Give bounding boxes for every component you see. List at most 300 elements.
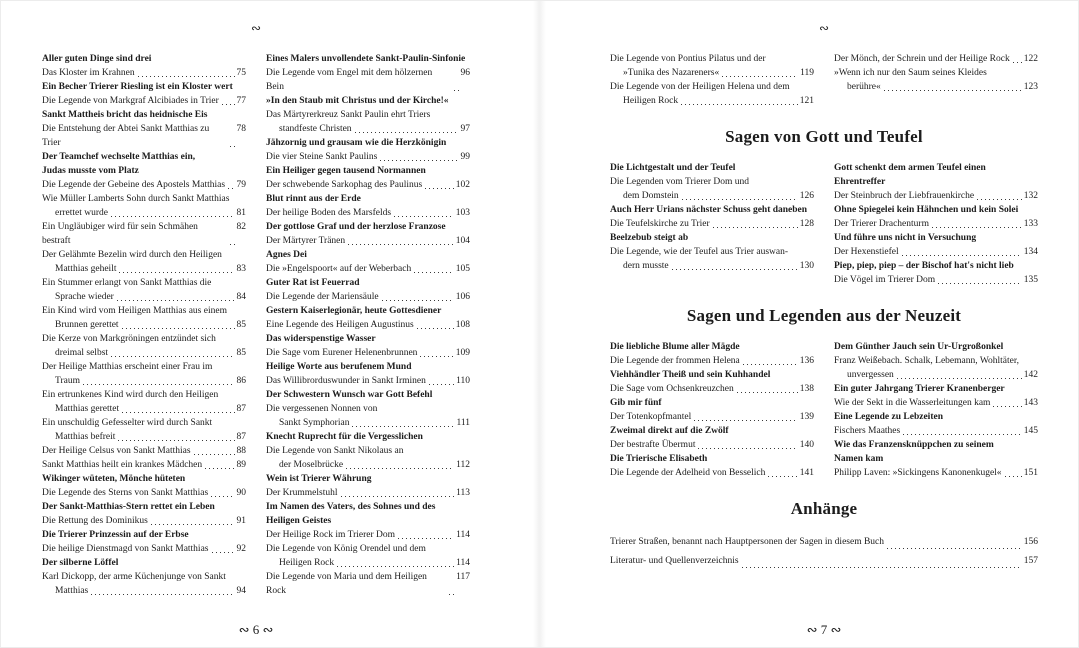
page-ref: 128 [799,219,814,229]
page-ref: 102 [455,180,470,190]
toc-line [42,206,246,220]
toc-text: dem Domstein [623,191,679,201]
toc-heading [610,452,814,466]
page-ref: 117 [456,572,470,582]
toc-line [610,340,814,354]
toc-entry [42,178,246,192]
page-ref: 130 [799,261,814,271]
toc-text: Ein Heiliger gegen tausend Normannen [266,166,426,176]
toc-content-right [610,52,1038,571]
toc-entry [266,542,470,570]
toc-line [42,122,246,150]
toc-line [42,360,246,374]
toc-text: Der Schwestern Wunsch war Gott Befehl [266,390,433,400]
toc-text: Der schwebende Sarkophag des Paulinus [266,180,423,190]
toc-line [610,189,814,203]
toc-heading [266,164,470,178]
page-ref: 94 [236,586,246,596]
toc-text: Die Rettung des Dominikus [42,516,148,526]
toc-entry [834,396,1038,410]
toc-text: Ohne Spiegelei kein Hähnchen und kein Solei [834,205,1019,215]
toc-text: Die Legende der Mariensäule [266,292,379,302]
toc-line [834,245,1038,259]
toc-text: Fischers Maathes [834,426,901,436]
toc-line [266,94,470,108]
toc-text: Die Entstehung der Abtei Sankt Matthias zu Trier [42,124,210,148]
toc-line [266,346,470,360]
toc-line [42,248,246,262]
page-ref: 104 [455,236,470,246]
page-ref: 143 [1023,398,1038,408]
toc-text: Die Legende von König Orendel und dem [266,544,426,554]
toc-heading [42,528,246,542]
toc-text: Ein Stummer erlangt von Sankt Matthias die [42,278,212,288]
toc-line [834,259,1038,273]
dot-leader [138,76,235,77]
dot-leader [743,364,798,365]
toc-text: »Tunika des Nazareners« [623,68,720,78]
toc-entry [42,304,246,332]
dot-leader [425,188,454,189]
toc-text: Heiligen Rock [623,96,679,106]
toc-line [610,396,814,410]
dot-leader [932,227,1022,228]
toc-line [42,332,246,346]
toc-text: Ein Ungläubiger wird für sein Schmähen bestraft [42,222,198,246]
toc-text: der Moselbrücke [279,460,344,470]
toc-entry [834,245,1038,259]
page-ref: 81 [236,208,246,218]
toc-columns [610,52,1038,108]
toc-text: Franz Weißebach. Schalk, Lebemann, Wohltäter, [834,356,1020,366]
toc-text: unvergessen [847,370,894,380]
toc-heading [266,472,470,486]
toc-entry [42,542,246,556]
toc-line [42,570,246,584]
toc-text: Trierer Straßen, benannt nach Hauptpersonen der Sagen in diesem Buch [610,537,885,547]
toc-column-left [610,340,814,480]
toc-line [610,259,814,273]
toc-line [42,584,246,598]
toc-line [266,472,470,486]
toc-text: Die Trierer Prinzessin auf der Erbse [42,530,189,540]
toc-heading [266,220,470,234]
toc-line [266,374,470,388]
toc-line [610,94,814,108]
toc-entry [266,402,470,430]
toc-entry [834,66,1038,94]
toc-line [266,220,470,234]
page-ref: 106 [455,292,470,302]
toc-line [266,542,470,556]
toc-line [42,276,246,290]
page-ref: 141 [799,468,814,478]
toc-entry [266,486,470,500]
toc-text: berühre« [847,82,881,92]
dot-leader [211,496,234,497]
toc-text: Die Legende vom Engel mit dem hölzernen Bein [266,68,433,92]
toc-line [834,273,1038,287]
toc-line [42,430,246,444]
dot-leader [205,468,234,469]
toc-line [42,192,246,206]
toc-text: Die Teufelskirche zu Trier [610,219,710,229]
toc-line [42,556,246,570]
toc-text: Heiligen Rock [279,558,335,568]
dot-leader [698,448,797,449]
page-ref: 132 [1023,191,1038,201]
toc-line [610,203,814,217]
toc-heading [42,52,246,66]
toc-heading [610,368,814,382]
toc-text: Die Legende der frommen Helena [610,356,740,366]
toc-text: Traum [55,376,80,386]
toc-entry [610,552,1038,571]
toc-entry [266,528,470,542]
page-ref: 90 [236,488,246,498]
toc-entry [610,52,814,80]
page-ref: 111 [456,418,470,428]
page-ref: 142 [1023,370,1038,380]
page-ref: 89 [236,460,246,470]
page-ref: 151 [1023,468,1038,478]
toc-text: Der silberne Löffel [42,558,119,568]
dot-leader [122,412,234,413]
toc-heading [266,360,470,374]
toc-text: Sankt Matthias heilt ein krankes Mädchen [42,460,203,470]
toc-line [42,290,246,304]
dot-leader [117,300,235,301]
dot-leader [429,384,454,385]
toc-line [266,262,470,276]
toc-text: Matthias befreit [55,432,116,442]
toc-text: Das Märtyrerkreuz Sankt Paulin ehrt Triers [266,110,431,120]
toc-text: Wie Müller Lamberts Sohn durch Sankt Matthias [42,194,230,204]
toc-line [610,382,814,396]
page-ref: 84 [236,292,246,302]
toc-line [266,500,470,514]
toc-text: Zweimal direkt auf die Zwölf [610,426,729,436]
toc-line [610,354,814,368]
toc-heading [266,388,470,402]
toc-line [42,472,246,486]
toc-line [610,231,814,245]
toc-text: Der gottlose Graf und der herzlose Franzose [266,222,446,232]
page-ref: 156 [1023,537,1038,547]
page-ref: 82 [236,222,246,232]
dot-leader [341,496,455,497]
toc-columns [42,52,470,598]
toc-line [42,458,246,472]
toc-text: Der Märtyrer Tränen [266,236,346,246]
dot-leader [414,272,454,273]
dot-leader [1005,476,1022,477]
toc-line [834,382,1038,396]
toc-line [266,570,470,598]
toc-text: Eines Malers unvollendete Sankt-Paulin-Sinfonie [266,54,466,64]
toc-entry [42,416,246,444]
dot-leader [151,524,235,525]
page-ref: 109 [455,348,470,358]
page-ref: 92 [236,544,246,554]
toc-text: Namen kam [834,454,884,464]
toc-text: Der Teamchef wechselte Matthias ein, [42,152,196,162]
toc-entry [834,189,1038,203]
page-ref: 114 [456,530,470,540]
toc-line [266,122,470,136]
toc-entry [42,276,246,304]
toc-line [266,150,470,164]
toc-heading [266,500,470,528]
toc-line [610,161,814,175]
page-ref: 86 [236,376,246,386]
toc-line [610,368,814,382]
page-ref: 157 [1023,556,1038,566]
dot-leader [394,216,454,217]
toc-heading [834,203,1038,217]
toc-text: Ein Kind wird vom Heiligen Matthias aus einem [42,306,227,316]
section-heading: Sagen von Gott und Teufel [725,127,923,146]
toc-line [266,164,470,178]
dot-leader [938,283,1022,284]
page-ref: 136 [799,356,814,366]
page-ref: 88 [236,446,246,456]
toc-line [610,438,814,452]
toc-entry [266,234,470,248]
toc-text: Das Kloster im Krahnen [42,68,135,78]
toc-line [42,514,246,528]
toc-text: Karl Dickopp, der arme Küchenjunge von Sankt [42,572,226,582]
toc-text: Gib mir fünf [610,398,662,408]
toc-column-right [834,52,1038,108]
page-ref: 133 [1023,219,1038,229]
toc-text: »In den Staub mit Christus und der Kirche!« [266,96,449,106]
toc-text: Ein unschuldig Gefesselter wird durch Sankt [42,418,213,428]
toc-text: Die Legende von der Heiligen Helena und dem [610,82,790,92]
toc-heading [266,192,470,206]
toc-text: Der heilige Boden des Marsfelds [266,208,392,218]
toc-line [266,332,470,346]
dot-leader [83,384,235,385]
dot-leader [111,356,234,357]
page-number-left: ∾ 6 ∾ [238,622,274,637]
toc-line [42,108,246,122]
toc-line [834,368,1038,382]
dot-leader [977,199,1022,200]
toc-line [610,52,814,66]
toc-text: Die Legenden vom Trierer Dom und [610,177,750,187]
toc-line [834,452,1038,466]
dot-leader [449,594,454,595]
page-ref: 91 [236,516,246,526]
toc-text: Dem Günther Jauch sein Ur-Urgroßonkel [834,342,1004,352]
toc-line [266,276,470,290]
dot-leader [228,188,234,189]
toc-heading [266,136,470,150]
toc-line [610,245,814,259]
toc-entry [42,570,246,598]
dot-leader [902,255,1022,256]
toc-entry [610,438,814,452]
toc-text: Der Sankt-Matthias-Stern rettet ein Leben [42,502,215,512]
page-ref: 139 [799,412,814,422]
page-ref: 134 [1023,247,1038,257]
toc-text: Die Legende des Sterns von Sankt Matthias [42,488,209,498]
toc-entry [834,52,1038,66]
toc-line [266,248,470,262]
toc-line [266,444,470,458]
dot-leader [212,552,235,553]
page-ref: 113 [456,488,470,498]
dot-leader [897,378,1022,379]
toc-line [42,150,246,164]
toc-text: Die Legende der Gebeine des Apostels Matthias [42,180,226,190]
toc-column-right [834,161,1038,287]
toc-line [834,340,1038,354]
toc-entry [266,262,470,276]
toc-entry [266,570,470,598]
toc-line [42,80,246,94]
toc-line [610,552,1038,571]
toc-line [266,556,470,570]
toc-entry [42,192,246,220]
toc-text: Der Totenkopfmantel [610,412,692,422]
toc-heading [266,276,470,290]
dot-leader [768,476,797,477]
page-ref: 77 [236,96,246,106]
dot-leader [713,227,798,228]
toc-line [42,262,246,276]
toc-text: Jähzornig und grausam wie die Herzkönigin [266,138,447,148]
toc-text: Heilige Worte aus berufenem Mund [266,362,412,372]
toc-line [266,360,470,374]
page-ref: 83 [236,264,246,274]
toc-line [42,318,246,332]
toc-text: Eine Legende zu Lebzeiten [834,412,943,422]
toc-line [610,424,814,438]
page-ref: 123 [1023,82,1038,92]
dot-leader [91,594,234,595]
dot-leader [742,567,1022,568]
toc-line [834,52,1038,66]
section-heading: Anhänge [790,499,858,518]
toc-text: Das Willibrorduswunder in Sankt Irminen [266,376,426,386]
dot-leader [122,328,235,329]
toc-entry [266,318,470,332]
toc-text: Die liebliche Blume aller Mägde [610,342,740,352]
toc-entry [266,374,470,388]
toc-heading [610,161,814,175]
toc-line [610,466,814,480]
dot-leader [348,244,454,245]
toc-heading [42,472,246,486]
toc-text: Wie der Sekt in die Wasserleitungen kam [834,398,991,408]
page-ref: 114 [456,558,470,568]
toc-heading [266,304,470,318]
toc-line [266,206,470,220]
dot-leader [337,566,454,567]
toc-entry [42,444,246,458]
page-ref: 96 [460,68,470,78]
dot-leader [887,548,1022,549]
dot-leader [382,300,454,301]
toc-heading [266,248,470,262]
toc-entry [42,248,246,276]
toc-heading [266,52,470,66]
toc-text: Der Heilige Celsus von Sankt Matthias [42,446,191,456]
page-ref: 121 [799,96,814,106]
dot-leader [672,269,798,270]
toc-columns [610,340,1038,480]
toc-text: Wein ist Trierer Währung [266,474,372,484]
toc-text: Die heilige Dienstmagd von Sankt Matthias [42,544,209,554]
toc-text: Sankt Mattheis bricht das heidnische Eis [42,110,208,120]
toc-text: Piep, piep, piep – der Bischof hat's nicht lieb [834,261,1014,271]
toc-text: Die »Engelspoort« auf der Weberbach [266,264,412,274]
toc-entry [42,486,246,500]
dot-leader [380,160,458,161]
toc-text: Die Trierische Elisabeth [610,454,708,464]
toc-line [834,410,1038,424]
toc-line [42,220,246,248]
toc-entry [266,290,470,304]
toc-text: dreimal selbst [55,348,109,358]
toc-line [266,430,470,444]
toc-entry [834,217,1038,231]
toc-line [266,416,470,430]
toc-text: Die Kerze von Markgröningen entzündet sich [42,334,216,344]
toc-entry [610,175,814,203]
toc-entry [610,245,814,273]
toc-text: Eine Legende des Heiligen Augustinus [266,320,414,330]
toc-text: Gott schenkt dem armen Teufel einen Ehrentreffer [834,163,986,187]
page-ref: 122 [1023,54,1038,64]
toc-text: Und führe uns nicht in Versuchung [834,233,977,243]
toc-line [42,304,246,318]
toc-text: Die Sage vom Ochsenkreuzchen [610,384,734,394]
appendix-entries [610,533,1038,571]
toc-line [834,438,1038,452]
toc-column-right [834,340,1038,480]
toc-text: Knecht Ruprecht für die Vergesslichen [266,432,423,442]
toc-line [42,164,246,178]
toc-text: Der Heilige Matthias erscheint einer Frau im [42,362,213,372]
toc-heading [834,259,1038,273]
toc-text: Heiligen Geistes [266,516,332,526]
toc-line [834,217,1038,231]
toc-line [834,396,1038,410]
toc-text: Guter Rat ist Feuerrad [266,278,360,288]
dot-leader [1013,62,1022,63]
toc-entry [610,382,814,396]
toc-text: Ein ertrunkenes Kind wird durch den Heiligen [42,390,219,400]
dot-leader [694,420,798,421]
page-ref: 85 [236,348,246,358]
toc-text: Die Sage vom Eurener Helenenbrunnen [266,348,418,358]
dot-leader [355,132,459,133]
page-ref: 145 [1023,426,1038,436]
toc-heading [834,231,1038,245]
toc-heading [42,108,246,122]
toc-entry [266,150,470,164]
toc-text: Das widerspenstige Wasser [266,334,376,344]
page-ref: 75 [236,68,246,78]
toc-line [610,410,814,424]
toc-entry [610,354,814,368]
toc-entry [266,444,470,472]
page-ref: 85 [236,320,246,330]
toc-entry [266,206,470,220]
